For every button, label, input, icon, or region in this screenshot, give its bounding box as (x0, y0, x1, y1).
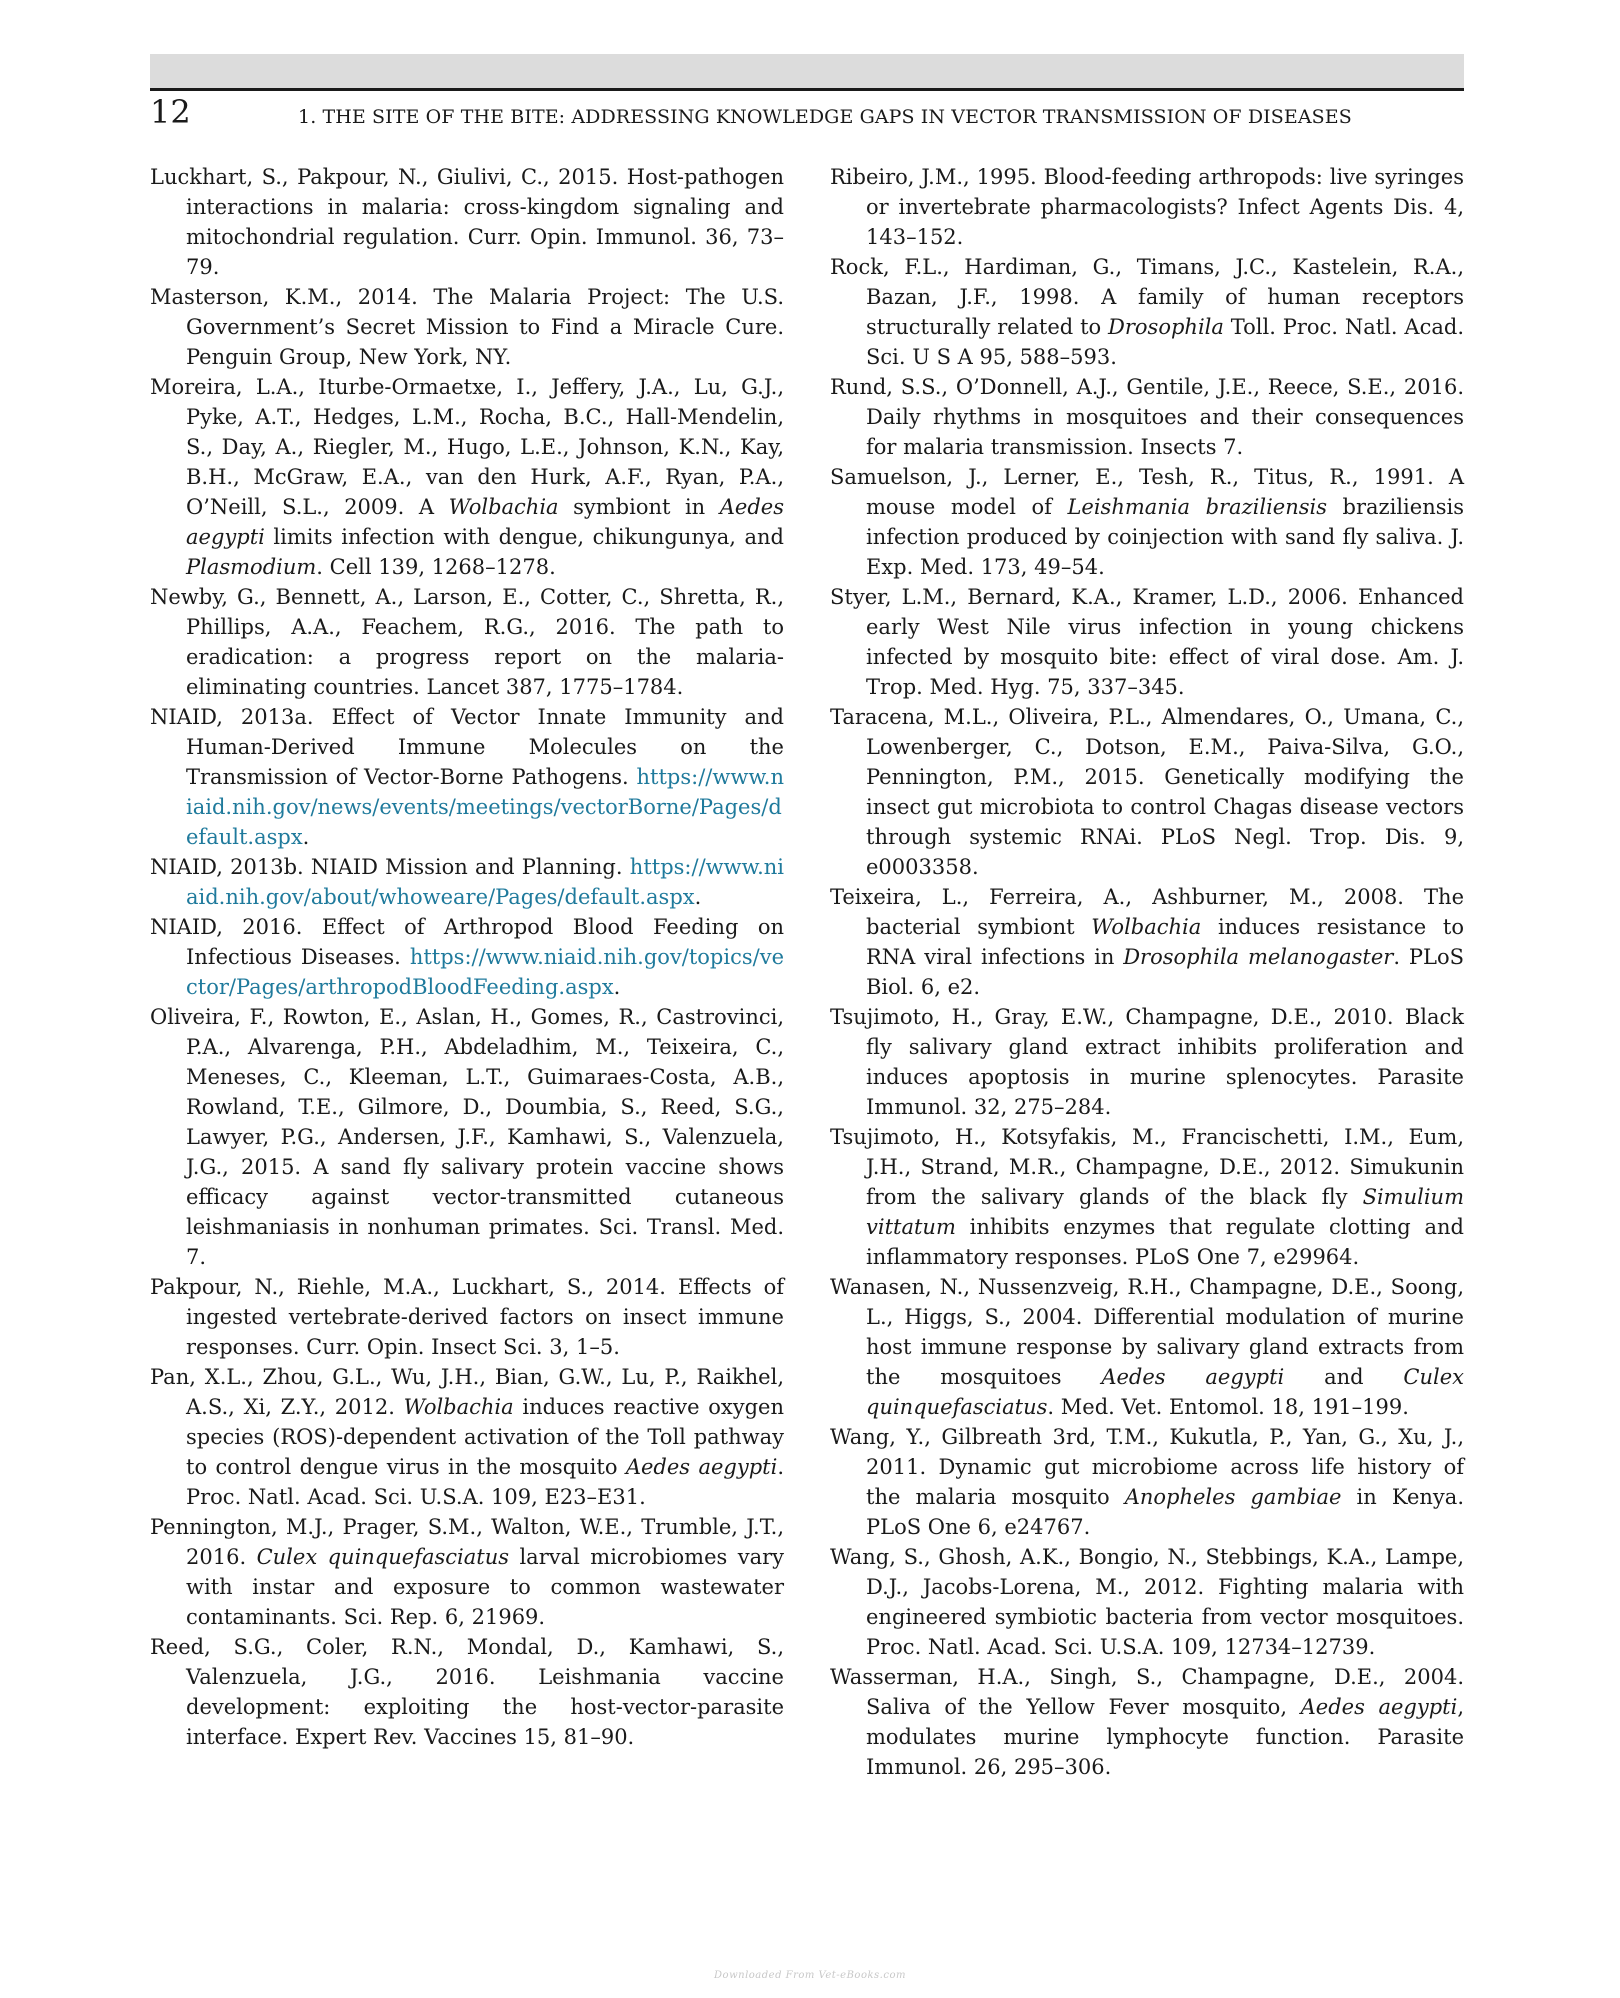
reference-entry: Wanasen, N., Nussenzveig, R.H., Champagne, D.E., Soong, L., Higgs, S., 2004. Differential modulation of murine host immune response by salivary gland extracts from the mosquitoes Aedes aegypti and Culex quinquefasciatus. Med. Vet. Entomol. 18, 191–199. (830, 1275, 1464, 1419)
header-rule (150, 88, 1464, 91)
reference-entry: Moreira, L.A., Iturbe-Ormaetxe, I., Jeffery, J.A., Lu, G.J., Pyke, A.T., Hedges, L.M., Rocha, B.C., Hall-Mendelin, S., Day, A., Riegler, M., Hugo, L.E., Johnson, K.N., Kay, B.H., McGraw, E.A., van den Hurk, A.F., Ryan, P.A., O’Neill, S.L., 2009. A Wolbachia symbiont in Aedes aegypti limits infection with dengue, chikungunya, and Plasmodium. Cell 139, 1268–1278. (150, 375, 784, 579)
reference-entry: Luckhart, S., Pakpour, N., Giulivi, C., 2015. Host-pathogen interactions in malaria: cross-kingdom signaling and mitochondrial regulation. Curr. Opin. Immunol. 36, 73–79. (150, 165, 784, 279)
reference-entry: Samuelson, J., Lerner, E., Tesh, R., Titus, R., 1991. A mouse model of Leishmania braziliensis braziliensis infection produced by coinjection with sand fly saliva. J. Exp. Med. 173, 49–54. (830, 465, 1464, 579)
reference-entry: Masterson, K.M., 2014. The Malaria Project: The U.S. Government’s Secret Mission to Find a Miracle Cure. Penguin Group, New York, NY. (150, 285, 784, 369)
reference-entry: Pennington, M.J., Prager, S.M., Walton, W.E., Trumble, J.T., 2016. Culex quinquefasciatus larval microbiomes vary with instar and exposure to common wastewater contaminants. Sci. Rep. 6, 21969. (150, 1515, 785, 1629)
reference-entry: Reed, S.G., Coler, R.N., Mondal, D., Kamhawi, S., Valenzuela, J.G., 2016. Leishmania vaccine development: exploiting the host-vector-parasite interface. Expert Rev. Vaccines 15, 81–90. (150, 1635, 784, 1749)
download-watermark: Downloaded From Vet-eBooks.com (714, 1970, 906, 1981)
reference-entry: NIAID, 2013a. Effect of Vector Innate Immunity and Human-Derived Immune Molecules on the Transmission of Vector-Borne Pathogens. https://www.niaid.nih.gov/news/events/meetings/vectorBorne/Pages/default.aspx. (150, 705, 784, 849)
reference-entry: Wang, S., Ghosh, A.K., Bongio, N., Stebbings, K.A., Lampe, D.J., Jacobs-Lorena, M., 2012. Fighting malaria with engineered symbiotic bacteria from vector mosquitoes. Proc. Natl. Acad. Sci. U.S.A. 109, 12734–12739. (830, 1545, 1464, 1659)
reference-entry: Newby, G., Bennett, A., Larson, E., Cotter, C., Shretta, R., Phillips, A.A., Feachem, R.G., 2016. The path to eradication: a progress report on the malaria-eliminating countries. Lancet 387, 1775–1784. (150, 585, 784, 699)
reference-entry: Taracena, M.L., Oliveira, P.L., Almendares, O., Umana, C., Lowenberger, C., Dotson, E.M., Paiva-Silva, G.O., Pennington, P.M., 2015. Genetically modifying the insect gut microbiota to control Chagas disease vectors through systemic RNAi. PLoS Negl. Trop. Dis. 9, e0003358. (830, 705, 1464, 879)
reference-entry: Styer, L.M., Bernard, K.A., Kramer, L.D., 2006. Enhanced early West Nile virus infection in young chickens infected by mosquito bite: effect of viral dose. Am. J. Trop. Med. Hyg. 75, 337–345. (830, 585, 1464, 699)
reference-link[interactable]: https://www.niaid.nih.gov/topics/vector/Pages/arthropodBloodFeeding.aspx (186, 945, 784, 999)
reference-entry: Rock, F.L., Hardiman, G., Timans, J.C., Kastelein, R.A., Bazan, J.F., 1998. A family of human receptors structurally related to Drosophila Toll. Proc. Natl. Acad. Sci. U S A 95, 588–593. (830, 255, 1464, 369)
page-number: 12 (150, 93, 191, 131)
reference-entry: Wang, Y., Gilbreath 3rd, T.M., Kukutla, P., Yan, G., Xu, J., 2011. Dynamic gut microbiome across life history of the malaria mosquito Anopheles gambiae in Kenya. PLoS One 6, e24767. (830, 1425, 1464, 1539)
reference-entry: Ribeiro, J.M., 1995. Blood-feeding arthropods: live syringes or invertebrate pharmacologists? Infect Agents Dis. 4, 143–152. (830, 165, 1464, 249)
reference-entry: Oliveira, F., Rowton, E., Aslan, H., Gomes, R., Castrovinci, P.A., Alvarenga, P.H., Abdeladhim, M., Teixeira, C., Meneses, C., Kleeman, L.T., Guimaraes-Costa, A.B., Rowland, T.E., Gilmore, D., Doumbia, S., Reed, S.G., Lawyer, P.G., Andersen, J.F., Kamhawi, S., Valenzuela, J.G., 2015. A sand fly salivary protein vaccine shows efficacy against vector-transmitted cutaneous leishmaniasis in nonhuman primates. Sci. Transl. Med. 7. (150, 1005, 784, 1269)
reference-link[interactable]: https://www.niaid.nih.gov/about/whoweare/Pages/default.aspx (186, 855, 784, 909)
reference-entry: Pakpour, N., Riehle, M.A., Luckhart, S., 2014. Effects of ingested vertebrate-derived factors on insect immune responses. Curr. Opin. Insect Sci. 3, 1–5. (150, 1275, 784, 1359)
references-right-column (830, 162, 1464, 1782)
reference-entry: Wasserman, H.A., Singh, S., Champagne, D.E., 2004. Saliva of the Yellow Fever mosquito, Aedes aegypti, modulates murine lymphocyte function. Parasite Immunol. 26, 295–306. (830, 1665, 1464, 1779)
reference-entry: NIAID, 2013b. NIAID Mission and Planning. https://www.niaid.nih.gov/about/whoweare/Pages/default.aspx. (150, 855, 784, 909)
reference-entry: Tsujimoto, H., Kotsyfakis, M., Francischetti, I.M., Eum, J.H., Strand, M.R., Champagne, D.E., 2012. Simukunin from the salivary glands of the black fly Simulium vittatum inhibits enzymes that regulate clotting and inflammatory responses. PLoS One 7, e29964. (830, 1125, 1464, 1269)
reference-entry: Teixeira, L., Ferreira, A., Ashburner, M., 2008. The bacterial symbiont Wolbachia induces resistance to RNA viral infections in Drosophila melanogaster. PLoS Biol. 6, e2. (830, 885, 1464, 999)
header-band (150, 54, 1464, 88)
running-title: 1. THE SITE OF THE BITE: ADDRESSING KNOWLEDGE GAPS IN VECTOR TRANSMISSION OF DISEASES (298, 106, 1352, 128)
references-left-column (150, 162, 784, 1752)
reference-entry: Rund, S.S., O’Donnell, A.J., Gentile, J.E., Reece, S.E., 2016. Daily rhythms in mosquitoes and their consequences for malaria transmission. Insects 7. (830, 375, 1464, 459)
reference-link[interactable]: https://www.niaid.nih.gov/news/events/meetings/vectorBorne/Pages/default.aspx (186, 765, 784, 849)
reference-entry: Pan, X.L., Zhou, G.L., Wu, J.H., Bian, G.W., Lu, P., Raikhel, A.S., Xi, Z.Y., 2012. Wolbachia induces reactive oxygen species (ROS)-dependent activation of the Toll pathway to control dengue virus in the mosquito Aedes aegypti. Proc. Natl. Acad. Sci. U.S.A. 109, E23–E31. (150, 1365, 784, 1509)
reference-entry: NIAID, 2016. Effect of Arthropod Blood Feeding on Infectious Diseases. https://www.niaid.nih.gov/topics/vector/Pages/arthropodBloodFeeding.aspx. (150, 915, 784, 999)
reference-entry: Tsujimoto, H., Gray, E.W., Champagne, D.E., 2010. Black fly salivary gland extract inhibits proliferation and induces apoptosis in murine splenocytes. Parasite Immunol. 32, 275–284. (830, 1005, 1464, 1119)
